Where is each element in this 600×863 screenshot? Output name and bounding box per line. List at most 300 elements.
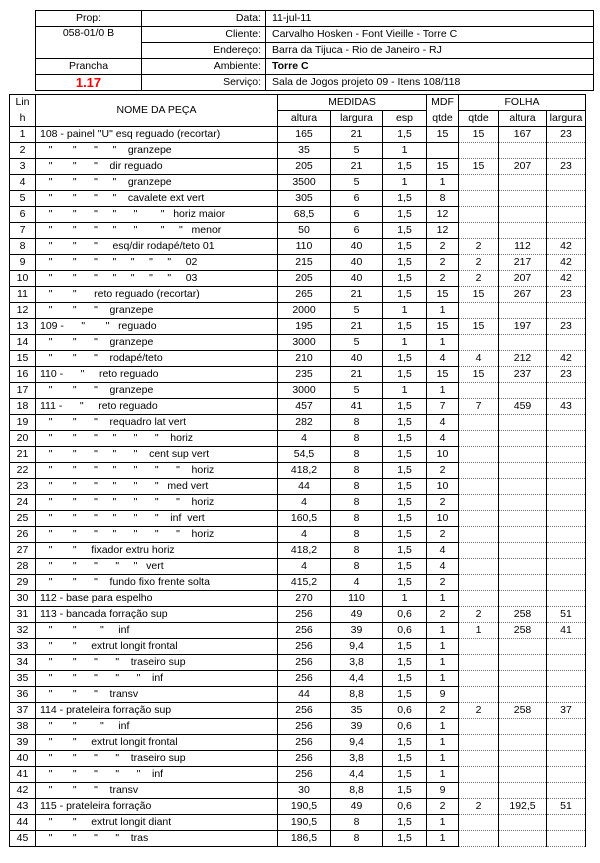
cell-folha-qtde	[459, 527, 499, 543]
cell-lin: 32	[10, 623, 36, 639]
cell-esp: 1,5	[383, 431, 427, 447]
cell-folha-altura	[499, 143, 547, 159]
table-row	[10, 735, 586, 751]
cell-folha-largura	[547, 335, 586, 351]
cell-largura: 41	[331, 399, 383, 415]
cell-mdf-qtde: 8	[427, 191, 459, 207]
cell-altura: 282	[278, 415, 331, 431]
cell-nome: " " extrut longit frontal	[36, 735, 278, 751]
table-row	[10, 191, 586, 207]
cell-esp: 1,5	[383, 415, 427, 431]
cell-folha-qtde	[459, 687, 499, 703]
cell-largura: 8	[331, 415, 383, 431]
cut-list-sheet	[9, 10, 585, 847]
cell-mdf-qtde: 2	[427, 495, 459, 511]
cell-nome: " " " transv	[36, 783, 278, 799]
cell-largura: 40	[331, 271, 383, 287]
cell-mdf-qtde: 1	[427, 751, 459, 767]
cell-largura: 9,4	[331, 639, 383, 655]
cell-largura: 8,8	[331, 687, 383, 703]
cell-nome: 110 - " reto reguado	[36, 367, 278, 383]
ambiente-value: Torre C	[266, 59, 594, 75]
table-row	[10, 783, 586, 799]
cell-folha-altura	[499, 591, 547, 607]
cell-lin: 31	[10, 607, 36, 623]
cell-nome: " " " " granzepe	[36, 143, 278, 159]
cell-altura: 457	[278, 399, 331, 415]
cell-nome: " " extrut longit frontal	[36, 639, 278, 655]
cell-mdf-qtde: 1	[427, 767, 459, 783]
table-row	[10, 703, 586, 719]
cell-nome: " " " fundo fixo frente solta	[36, 575, 278, 591]
cell-altura: 205	[278, 159, 331, 175]
cell-altura: 54,5	[278, 447, 331, 463]
cell-altura: 4	[278, 431, 331, 447]
cell-altura: 256	[278, 767, 331, 783]
cell-lin: 11	[10, 287, 36, 303]
table-row	[10, 623, 586, 639]
cell-esp: 0,6	[383, 703, 427, 719]
table-row	[10, 255, 586, 271]
cell-nome: 112 - base para espelho	[36, 591, 278, 607]
cell-esp: 1,5	[383, 127, 427, 143]
cell-mdf-qtde: 2	[427, 607, 459, 623]
cell-largura: 8	[331, 543, 383, 559]
cell-esp: 1,5	[383, 463, 427, 479]
table-row	[10, 431, 586, 447]
table-row	[10, 127, 586, 143]
cell-lin: 42	[10, 783, 36, 799]
cell-mdf-qtde: 4	[427, 543, 459, 559]
cell-esp: 1,5	[383, 223, 427, 239]
cell-lin: 4	[10, 175, 36, 191]
cell-altura: 418,2	[278, 543, 331, 559]
cell-folha-qtde: 15	[459, 287, 499, 303]
cell-esp: 1,5	[383, 575, 427, 591]
cell-largura: 5	[331, 175, 383, 191]
cell-altura: 256	[278, 639, 331, 655]
cell-mdf-qtde: 1	[427, 719, 459, 735]
cell-altura: 256	[278, 671, 331, 687]
cell-folha-altura	[499, 207, 547, 223]
cell-esp: 1,5	[383, 527, 427, 543]
cell-folha-qtde	[459, 495, 499, 511]
cell-folha-largura	[547, 735, 586, 751]
cell-lin: 3	[10, 159, 36, 175]
cell-esp: 1,5	[383, 511, 427, 527]
cell-lin: 44	[10, 815, 36, 831]
cell-largura: 21	[331, 159, 383, 175]
cell-folha-qtde	[459, 575, 499, 591]
cell-mdf-qtde: 15	[427, 287, 459, 303]
cell-folha-largura	[547, 303, 586, 319]
cell-largura: 8	[331, 447, 383, 463]
cell-mdf-qtde: 9	[427, 687, 459, 703]
cell-folha-qtde: 2	[459, 239, 499, 255]
cell-mdf-qtde: 1	[427, 655, 459, 671]
table-row	[10, 351, 586, 367]
cell-lin: 43	[10, 799, 36, 815]
cell-lin: 8	[10, 239, 36, 255]
cell-largura: 35	[331, 703, 383, 719]
cell-esp: 0,6	[383, 719, 427, 735]
cell-largura: 6	[331, 191, 383, 207]
ambiente-label: Ambiente:	[142, 59, 266, 75]
cell-largura: 6	[331, 223, 383, 239]
cell-folha-altura	[499, 495, 547, 511]
cell-largura: 40	[331, 255, 383, 271]
cell-mdf-qtde	[427, 143, 459, 159]
cell-folha-qtde	[459, 463, 499, 479]
cell-folha-altura: 237	[499, 367, 547, 383]
cell-folha-altura	[499, 175, 547, 191]
cell-altura: 3500	[278, 175, 331, 191]
cell-nome: 111 - " reto reguado	[36, 399, 278, 415]
cell-folha-qtde	[459, 431, 499, 447]
cell-altura: 215	[278, 255, 331, 271]
table-row	[10, 655, 586, 671]
cell-folha-qtde: 15	[459, 367, 499, 383]
cell-folha-largura	[547, 559, 586, 575]
table-row	[10, 159, 586, 175]
cell-folha-largura: 23	[547, 159, 586, 175]
cell-altura: 110	[278, 239, 331, 255]
cell-folha-largura: 42	[547, 351, 586, 367]
cell-folha-altura	[499, 223, 547, 239]
cell-largura: 21	[331, 287, 383, 303]
cell-folha-altura	[499, 543, 547, 559]
cell-esp: 1,5	[383, 831, 427, 847]
cell-folha-altura: 258	[499, 607, 547, 623]
cell-largura: 5	[331, 303, 383, 319]
cell-esp: 0,6	[383, 607, 427, 623]
cell-folha-qtde	[459, 815, 499, 831]
cell-altura: 205	[278, 271, 331, 287]
cell-largura: 49	[331, 799, 383, 815]
cell-largura: 21	[331, 367, 383, 383]
cell-nome: 114 - prateleira forração sup	[36, 703, 278, 719]
cell-largura: 8	[331, 463, 383, 479]
cell-nome: " " " " traseiro sup	[36, 751, 278, 767]
cell-folha-largura	[547, 447, 586, 463]
table-row	[10, 607, 586, 623]
cell-lin: 17	[10, 383, 36, 399]
cell-largura: 39	[331, 719, 383, 735]
col-esp: esp	[383, 111, 427, 127]
cell-esp: 1,5	[383, 735, 427, 751]
cell-altura: 2000	[278, 303, 331, 319]
cell-nome: " " " " " " " horiz	[36, 527, 278, 543]
cell-largura: 49	[331, 607, 383, 623]
cell-nome: " " reto reguado (recortar)	[36, 287, 278, 303]
cell-lin: 25	[10, 511, 36, 527]
cell-folha-altura	[499, 735, 547, 751]
cell-mdf-qtde: 15	[427, 159, 459, 175]
cell-folha-altura	[499, 447, 547, 463]
cell-nome: " " " " " inf	[36, 671, 278, 687]
table-row	[10, 271, 586, 287]
cell-altura: 35	[278, 143, 331, 159]
cell-nome: " " " " granzepe	[36, 175, 278, 191]
cell-nome: " " " granzepe	[36, 335, 278, 351]
table-row	[10, 447, 586, 463]
cell-folha-altura	[499, 639, 547, 655]
cell-largura: 5	[331, 383, 383, 399]
table-row	[10, 479, 586, 495]
cell-folha-largura	[547, 207, 586, 223]
cell-lin: 9	[10, 255, 36, 271]
cell-folha-largura: 42	[547, 255, 586, 271]
cell-largura: 21	[331, 127, 383, 143]
table-row	[10, 799, 586, 815]
cell-folha-largura	[547, 175, 586, 191]
cell-esp: 1,5	[383, 239, 427, 255]
table-row	[10, 175, 586, 191]
cell-folha-qtde	[459, 783, 499, 799]
cell-altura: 165	[278, 127, 331, 143]
cell-folha-altura	[499, 655, 547, 671]
cell-folha-qtde: 15	[459, 127, 499, 143]
col-mdf: MDF	[427, 95, 459, 111]
cell-mdf-qtde: 1	[427, 335, 459, 351]
cell-nome: " " " requadro lat vert	[36, 415, 278, 431]
cell-nome: " " " " tras	[36, 831, 278, 847]
table-row	[10, 543, 586, 559]
cell-folha-largura: 51	[547, 799, 586, 815]
cell-folha-largura	[547, 719, 586, 735]
endereco-label: Endereço:	[142, 43, 266, 59]
cell-nome: " " " " " " horiz maior	[36, 207, 278, 223]
cell-folha-largura	[547, 511, 586, 527]
cell-esp: 1,5	[383, 447, 427, 463]
cell-folha-largura	[547, 479, 586, 495]
cell-folha-altura: 112	[499, 239, 547, 255]
cell-mdf-qtde: 1	[427, 815, 459, 831]
cell-esp: 1,5	[383, 815, 427, 831]
parts-rows	[10, 127, 586, 847]
cell-lin: 13	[10, 319, 36, 335]
cell-altura: 195	[278, 319, 331, 335]
cell-largura: 4,4	[331, 671, 383, 687]
cell-largura: 5	[331, 335, 383, 351]
cell-mdf-qtde: 10	[427, 447, 459, 463]
table-row	[10, 639, 586, 655]
cell-folha-altura	[499, 671, 547, 687]
cell-esp: 1,5	[383, 367, 427, 383]
cell-folha-qtde: 2	[459, 607, 499, 623]
cell-esp: 1,5	[383, 671, 427, 687]
cell-folha-qtde: 15	[459, 159, 499, 175]
cell-lin: 36	[10, 687, 36, 703]
cell-lin: 1	[10, 127, 36, 143]
cell-lin: 26	[10, 527, 36, 543]
cell-mdf-qtde: 1	[427, 639, 459, 655]
col-folha-altura: altura	[499, 111, 547, 127]
cell-folha-largura: 23	[547, 319, 586, 335]
cell-nome: " " " " " " " 03	[36, 271, 278, 287]
cell-largura: 8	[331, 479, 383, 495]
cell-folha-largura: 41	[547, 623, 586, 639]
cliente-label: Cliente:	[142, 27, 266, 43]
cell-lin: 5	[10, 191, 36, 207]
table-row	[10, 319, 586, 335]
table-row	[10, 287, 586, 303]
cell-folha-largura	[547, 143, 586, 159]
cell-largura: 39	[331, 623, 383, 639]
table-row	[10, 463, 586, 479]
cell-nome: " " " " " " med vert	[36, 479, 278, 495]
cell-lin: 28	[10, 559, 36, 575]
cell-mdf-qtde: 15	[427, 127, 459, 143]
cell-mdf-qtde: 15	[427, 367, 459, 383]
cell-mdf-qtde: 4	[427, 415, 459, 431]
cell-mdf-qtde: 12	[427, 207, 459, 223]
cell-folha-qtde	[459, 591, 499, 607]
cell-altura: 256	[278, 623, 331, 639]
col-altura: altura	[278, 111, 331, 127]
cell-folha-largura	[547, 223, 586, 239]
table-row	[10, 383, 586, 399]
cell-lin: 45	[10, 831, 36, 847]
cell-largura: 5	[331, 143, 383, 159]
cell-lin: 35	[10, 671, 36, 687]
cell-largura: 110	[331, 591, 383, 607]
cell-esp: 1,5	[383, 639, 427, 655]
cell-mdf-qtde: 1	[427, 591, 459, 607]
cell-folha-altura	[499, 383, 547, 399]
prop-value: 058-01/0 B	[36, 27, 142, 59]
cell-altura: 44	[278, 687, 331, 703]
cell-largura: 8	[331, 559, 383, 575]
cell-esp: 1,5	[383, 751, 427, 767]
cell-mdf-qtde: 7	[427, 399, 459, 415]
cell-nome: " " " " " " " horiz	[36, 495, 278, 511]
cell-folha-qtde	[459, 559, 499, 575]
table-row	[10, 671, 586, 687]
cell-nome: 109 - " " reguado	[36, 319, 278, 335]
col-lin: Lin	[10, 95, 36, 111]
cell-esp: 1	[383, 335, 427, 351]
cell-esp: 1,5	[383, 207, 427, 223]
cell-folha-qtde	[459, 655, 499, 671]
cell-mdf-qtde: 1	[427, 383, 459, 399]
cell-esp: 1	[383, 303, 427, 319]
cell-lin: 20	[10, 431, 36, 447]
cell-folha-altura: 258	[499, 623, 547, 639]
cell-folha-largura	[547, 751, 586, 767]
cell-largura: 6	[331, 207, 383, 223]
cell-altura: 44	[278, 479, 331, 495]
cell-folha-qtde	[459, 415, 499, 431]
cell-folha-altura	[499, 815, 547, 831]
cell-nome: " " extrut longit diant	[36, 815, 278, 831]
cell-folha-largura	[547, 543, 586, 559]
cell-lin: 23	[10, 479, 36, 495]
cell-folha-largura: 23	[547, 127, 586, 143]
cell-largura: 40	[331, 351, 383, 367]
cell-folha-altura	[499, 463, 547, 479]
cell-folha-altura	[499, 303, 547, 319]
cell-mdf-qtde: 10	[427, 479, 459, 495]
table-row	[10, 207, 586, 223]
cell-nome: " " fixador extru horiz	[36, 543, 278, 559]
table-row	[10, 143, 586, 159]
cell-lin: 33	[10, 639, 36, 655]
prop-label: Prop:	[36, 11, 142, 27]
cell-nome: " " " " " inf	[36, 767, 278, 783]
cell-altura: 270	[278, 591, 331, 607]
cell-altura: 256	[278, 703, 331, 719]
header-block	[35, 10, 594, 91]
cell-folha-altura: 258	[499, 703, 547, 719]
table-row	[10, 575, 586, 591]
col-folha: FOLHA	[459, 95, 586, 111]
cell-mdf-qtde: 1	[427, 831, 459, 847]
cell-nome: " " " granzepe	[36, 303, 278, 319]
cell-nome: " " " " cavalete ext vert	[36, 191, 278, 207]
cell-largura: 8,8	[331, 783, 383, 799]
cell-largura: 8	[331, 431, 383, 447]
cell-folha-largura	[547, 671, 586, 687]
cell-lin: 15	[10, 351, 36, 367]
cell-folha-largura	[547, 639, 586, 655]
cell-folha-qtde	[459, 511, 499, 527]
cell-esp: 1,5	[383, 255, 427, 271]
cell-largura: 3,8	[331, 751, 383, 767]
cell-mdf-qtde: 4	[427, 559, 459, 575]
cell-mdf-qtde: 1	[427, 175, 459, 191]
cell-folha-qtde	[459, 479, 499, 495]
cell-altura: 210	[278, 351, 331, 367]
cell-esp: 0,6	[383, 623, 427, 639]
cell-lin: 2	[10, 143, 36, 159]
cell-nome: " " " " " " " 02	[36, 255, 278, 271]
col-nome: NOME DA PEÇA	[36, 95, 278, 127]
cell-lin: 19	[10, 415, 36, 431]
cell-mdf-qtde: 2	[427, 271, 459, 287]
cell-esp: 1,5	[383, 767, 427, 783]
cell-nome: " " " " " " horiz	[36, 431, 278, 447]
cell-esp: 1,5	[383, 687, 427, 703]
cell-largura: 21	[331, 319, 383, 335]
cell-folha-qtde	[459, 735, 499, 751]
cell-altura: 186,5	[278, 831, 331, 847]
cell-folha-altura: 267	[499, 287, 547, 303]
cliente-value: Carvalho Hosken - Font Vieille - Torre C	[266, 27, 594, 43]
cell-altura: 50	[278, 223, 331, 239]
cell-folha-altura: 167	[499, 127, 547, 143]
cell-nome: 108 - painel "U" esq reguado (recortar)	[36, 127, 278, 143]
cell-nome: " " " " " " " menor	[36, 223, 278, 239]
cell-folha-qtde	[459, 335, 499, 351]
cell-folha-largura	[547, 815, 586, 831]
cell-altura: 256	[278, 655, 331, 671]
cell-folha-altura: 459	[499, 399, 547, 415]
cell-lin: 24	[10, 495, 36, 511]
cell-folha-largura	[547, 415, 586, 431]
cell-folha-largura: 37	[547, 703, 586, 719]
cell-folha-largura	[547, 767, 586, 783]
cell-lin: 38	[10, 719, 36, 735]
cell-folha-qtde: 1	[459, 623, 499, 639]
servico-value: Sala de Jogos projeto 09 - Itens 108/118	[266, 75, 594, 91]
cell-folha-largura	[547, 591, 586, 607]
prancha-number: 1.17	[36, 75, 142, 91]
cell-mdf-qtde: 2	[427, 527, 459, 543]
cell-folha-largura	[547, 783, 586, 799]
cell-folha-largura	[547, 191, 586, 207]
cell-esp: 1	[383, 591, 427, 607]
